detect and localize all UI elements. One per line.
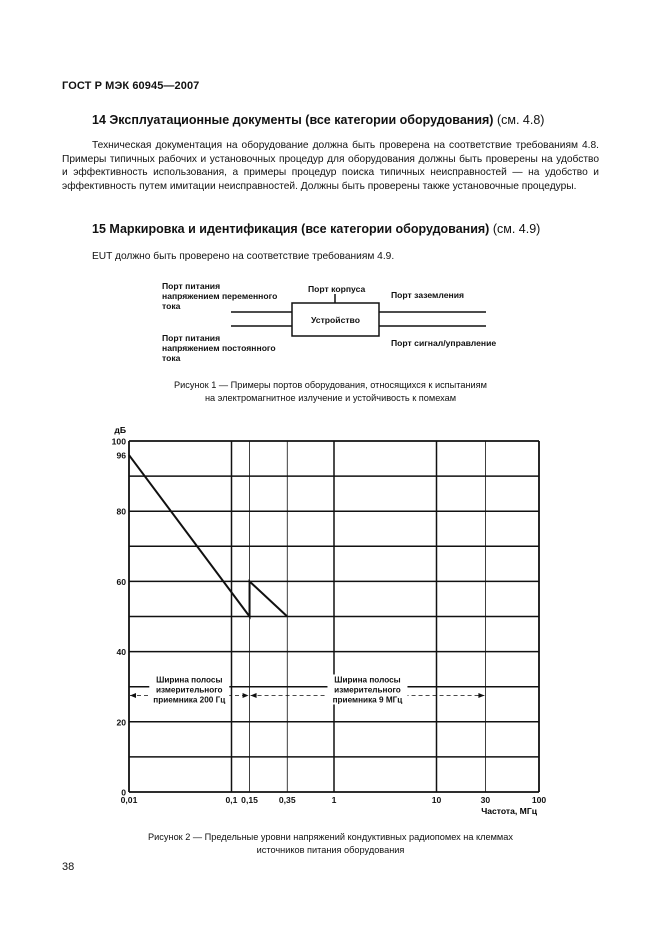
- x-tick-label: 1: [331, 795, 337, 805]
- chart-annotations: [130, 674, 484, 704]
- arrow-left: [130, 693, 136, 698]
- ac-port-line2: напряжением переменного: [162, 291, 278, 301]
- ground-port-label: Порт заземления: [391, 290, 464, 300]
- ac-port-line1: Порт питания: [162, 281, 221, 291]
- figure-1-caption-line1: Рисунок 1 — Примеры портов оборудования, относящихся к испытаниям: [174, 380, 487, 390]
- y-tick-label: 20: [116, 717, 126, 728]
- page-number: 38: [62, 861, 75, 873]
- ac-port-line3: тока: [162, 301, 181, 311]
- bandwidth-label: измерительного: [155, 685, 223, 695]
- arrow-right: [243, 693, 249, 698]
- dc-port-line3: тока: [162, 353, 181, 363]
- document-header: ГОСТ Р МЭК 60945—2007: [62, 80, 200, 92]
- y-tick-label: 60: [116, 576, 126, 587]
- section-15-paragraph: EUT должно быть проверено на соответствие требованиям 4.9.: [92, 251, 395, 262]
- y-axis-label: дБ: [114, 425, 126, 435]
- x-tick-label: 0,01: [120, 795, 138, 805]
- chart-tick-labels: [112, 437, 547, 806]
- arrow-right: [478, 693, 484, 698]
- section-14-ref: (см. 4.8): [496, 113, 545, 127]
- y-tick-label: 100: [111, 436, 126, 447]
- section-15-title: 15 Маркировка и идентификация (все категории оборудования): [92, 222, 490, 236]
- figure-2-caption: [62, 831, 599, 856]
- figure-2-caption-line1: Рисунок 2 — Предельные уровни напряжений кондуктивных радиопомех на клеммах: [148, 832, 513, 842]
- section-14-title: 14 Эксплуатационные документы (все категории оборудования): [92, 113, 494, 127]
- limit-line: [129, 455, 287, 616]
- bandwidth-text: [327, 674, 407, 704]
- section-14-paragraph: Техническая документация на оборудование должна быть проверена на соответствие требованиям 4.8. Примеры типичных рабочих и установочных процедур для оборудования должны быть проверены на удобство и эффективность использования, а примеры процедур поиска типичных неисправностей — на удобство и эффективность путем имитации неисправностей. Должны быть проверены также установочные процедуры.: [62, 140, 599, 192]
- x-tick-label: 0,35: [278, 795, 296, 805]
- enclosure-port-label: Порт корпуса: [308, 284, 366, 294]
- y-tick-label: 0: [121, 787, 126, 798]
- y-tick-label: 40: [116, 647, 126, 658]
- signal-port-label: Порт сигнал/управление: [391, 338, 497, 348]
- section-15-ref: (см. 4.9): [492, 222, 541, 236]
- chart-grid: [129, 441, 539, 792]
- bandwidth-label: Ширина полосы: [334, 675, 401, 685]
- bandwidth-label: приемника 9 МГц: [332, 695, 403, 705]
- y-tick-label: 80: [116, 506, 126, 517]
- x-tick-label: 0,1: [225, 795, 238, 805]
- x-tick-label: 30: [480, 795, 491, 805]
- y-tick-label: 96: [116, 450, 126, 461]
- device-label: Устройство: [311, 315, 360, 325]
- bandwidth-text: [149, 674, 229, 704]
- x-tick-label: 100: [531, 795, 547, 805]
- x-tick-label: 10: [431, 795, 442, 805]
- bandwidth-label: измерительного: [334, 685, 401, 695]
- figure-2-caption-line2: источников питания оборудования: [256, 844, 405, 855]
- figure-1-caption-line2: на электромагнитное излучение и устойчивость к помехам: [204, 392, 457, 403]
- dc-port-line2: напряжением постоянного: [162, 343, 276, 353]
- chart-series: [129, 455, 287, 616]
- x-axis-label: Частота, МГц: [481, 806, 537, 816]
- arrow-left: [251, 693, 257, 698]
- dc-port-line1: Порт питания: [162, 333, 221, 343]
- bandwidth-label: приемника 200 Гц: [153, 695, 226, 705]
- x-tick-label: 0,15: [241, 795, 258, 805]
- bandwidth-label: Ширина полосы: [156, 675, 223, 685]
